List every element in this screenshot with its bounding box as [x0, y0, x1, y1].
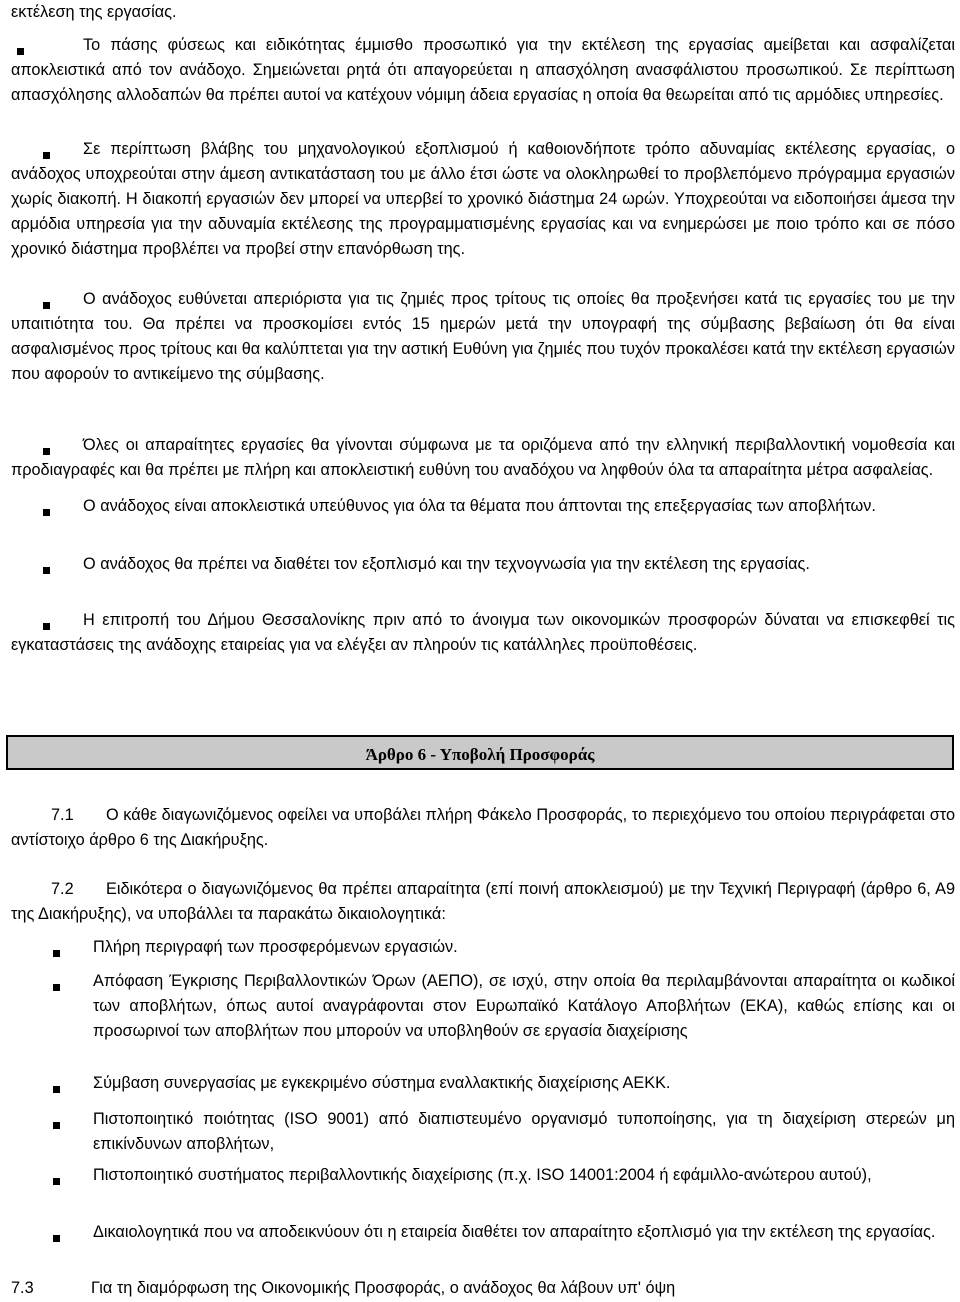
bullet-icon: [53, 944, 60, 969]
paragraph-legislation: Όλες οι απαραίτητες εργασίες θα γίνονται σύμφωνα με τα οριζόμενα από την ελληνική περιβαλλοντική νομοθεσία και προδιαγραφές και θα πρέπει με πλήρη και αποκλειστική ευθύνη του αναδόχου να ληφθούν όλα τα απαραίτητα μέτρα ασφαλείας.: [11, 436, 955, 479]
bullet-icon: [53, 978, 60, 1003]
bullet-icon: [53, 1172, 60, 1197]
section-7-3: 7.3 Για τη διαμόρφωση της Οικονομικής Προσφοράς, ο ανάδοχος θα λάβουν υπ' όψη: [11, 1276, 955, 1301]
bullet-icon: [43, 617, 50, 642]
bullet-icon: [43, 442, 50, 467]
continuation-line: εκτέλεση της εργασίας.: [11, 3, 177, 21]
paragraph-liability: Ο ανάδοχος ευθύνεται απεριόριστα για τις ζημιές προς τρίτους τις οποίες θα προξενήσει κατά τις εργασίες του με την υπαιτιότητα του. Θα πρέπει να προσκομίσει εντός 15 ημερών μετά την υπογραφή της σύμβασης βεβαίωση ότι θα είναι ασφαλισμένος προς τρίτους και θα καλύπτεται για την αστική Ευθύνη για ζημιές που τυχόν προκαλέσει κατά την εκτέλεση εργασιών που αφορούν το αντικείμενο της σύμβασης.: [11, 290, 955, 383]
bullet-icon: [43, 296, 50, 321]
paragraph-breakdown: Σε περίπτωση βλάβης του μηχανολογικού εξοπλισμού ή καθοιονδήποτε τρόπο αδυναμίας εκτέλεσης εργασίας, ο ανάδοχος υποχρεούται στην άμεση αντικατάσταση του με άλλο έτσι ώστε να ολοκληρωθεί το προβλεπόμενο πρόγραμμα εργασιών χωρίς διακοπή. Η διακοπή εργασιών δεν μπορεί να υπερβεί το χρονικό διάστημα 24 ωρών. Υποχρεούται να ειδοποιήσει άμεσα την αρμόδια υπηρεσία για την αδυναμία εκτέλεσης της προγραμματισμένης εργασίας και να ενημερώσει με ποιο τρόπο και σε πόσο χρονικό διάστημα προβλέπει να προβεί στην επανόρθωση της.: [11, 140, 955, 258]
doc-item: Πιστοποιητικό ποιότητας (ISO 9001) από διαπιστευμένο οργανισμό τυποποίησης, για τη διαχείριση στερεών μη επικίνδυνων αποβλήτων,: [93, 1107, 955, 1157]
paragraph-waste-responsibility: Ο ανάδοχος είναι αποκλειστικά υπεύθυνος για όλα τα θέματα που άπτονται της επεξεργασίας των αποβλήτων.: [11, 494, 955, 519]
bullet-icon: [53, 1229, 60, 1254]
section-7-1: 7.1 Ο κάθε διαγωνιζόμενος οφείλει να υποβάλει πλήρη Φάκελο Προσφοράς, το περιεχόμενο του οποίου περιγράφεται στο αντίστοιχο άρθρο 6 της Διακήρυξης.: [11, 803, 955, 853]
section-number: 7.1: [51, 806, 74, 824]
bullet-icon: [17, 42, 24, 67]
paragraph-personnel: Το πάσης φύσεως και ειδικότητας έμμισθο προσωπικό για την εκτέλεση της εργασίας αμείβεται και ασφαλίζεται αποκλειστικά από τον ανάδοχο. Σημειώνεται ρητά ότι απαγορεύεται η απασχόληση ανασφάλιστου προσωπικού. Σε περίπτωση απασχόλησης αλλοδαπών θα πρέπει αυτοί να κατέχουν νόμιμη άδεια εργασίας η οποία θα θεωρείται από τις αρμόδιες υπηρεσίες.: [11, 36, 955, 104]
bullet-icon: [43, 561, 50, 586]
doc-item: Πλήρη περιγραφή των προσφερόμενων εργασιών.: [93, 935, 955, 960]
doc-item: Απόφαση Έγκρισης Περιβαλλοντικών Όρων (ΑΕΠΟ), σε ισχύ, στην οποία θα περιλαμβάνονται απαραίτητα οι κωδικοί των αποβλήτων, όπως αυτοί αναγράφονται στον Ευρωπαϊκό Κατάλογο Αποβλήτων (ΕΚΑ), καθώς επίσης και οι προσωρινοί των αποβλήτων που μπορούν να υποβληθούν σε εργασία διαχείρισης: [93, 969, 955, 1044]
paragraph-committee: Η επιτροπή του Δήμου Θεσσαλονίκης πριν από το άνοιγμα των οικονομικών προσφορών δύναται να επισκεφθεί τις εγκαταστάσεις της ανάδοχης εταιρείας για να ελέγξει αν πληρούν τις κατάλληλες προϋποθέσεις.: [11, 611, 955, 654]
article-heading: Άρθρο 6 - Υποβολή Προσφοράς: [365, 745, 595, 764]
doc-item: Πιστοποιητικό συστήματος περιβαλλοντικής διαχείρισης (π.χ. ISO 14001:2004 ή εφάμιλλο-ανώτερου αυτού),: [93, 1163, 955, 1188]
bullet-icon: [43, 146, 50, 171]
section-7-2: 7.2 Ειδικότερα ο διαγωνιζόμενος θα πρέπει απαραίτητα (επί ποινή αποκλεισμού) με την Τεχνική Περιγραφή (άρθρο 6, Α9 της Διακήρυξης), να υποβάλλει τα παρακάτω δικαιολογητικά:: [11, 877, 955, 927]
bullet-icon: [53, 1116, 60, 1141]
article-heading-bar: [6, 735, 954, 770]
doc-item: Δικαιολογητικά που να αποδεικνύουν ότι η εταιρεία διαθέτει τον απαραίτητο εξοπλισμό για την εκτέλεση της εργασίας.: [93, 1220, 955, 1245]
section-number: 7.2: [51, 880, 74, 898]
section-number: 7.3: [11, 1279, 34, 1297]
doc-item: Σύμβαση συνεργασίας με εγκεκριμένο σύστημα εναλλακτικής διαχείρισης ΑΕΚΚ.: [93, 1071, 955, 1096]
paragraph-equipment: Ο ανάδοχος θα πρέπει να διαθέτει τον εξοπλισμό και την τεχνογνωσία για την εκτέλεση της εργασίας.: [11, 552, 955, 577]
bullet-icon: [43, 503, 50, 528]
bullet-icon: [53, 1080, 60, 1105]
